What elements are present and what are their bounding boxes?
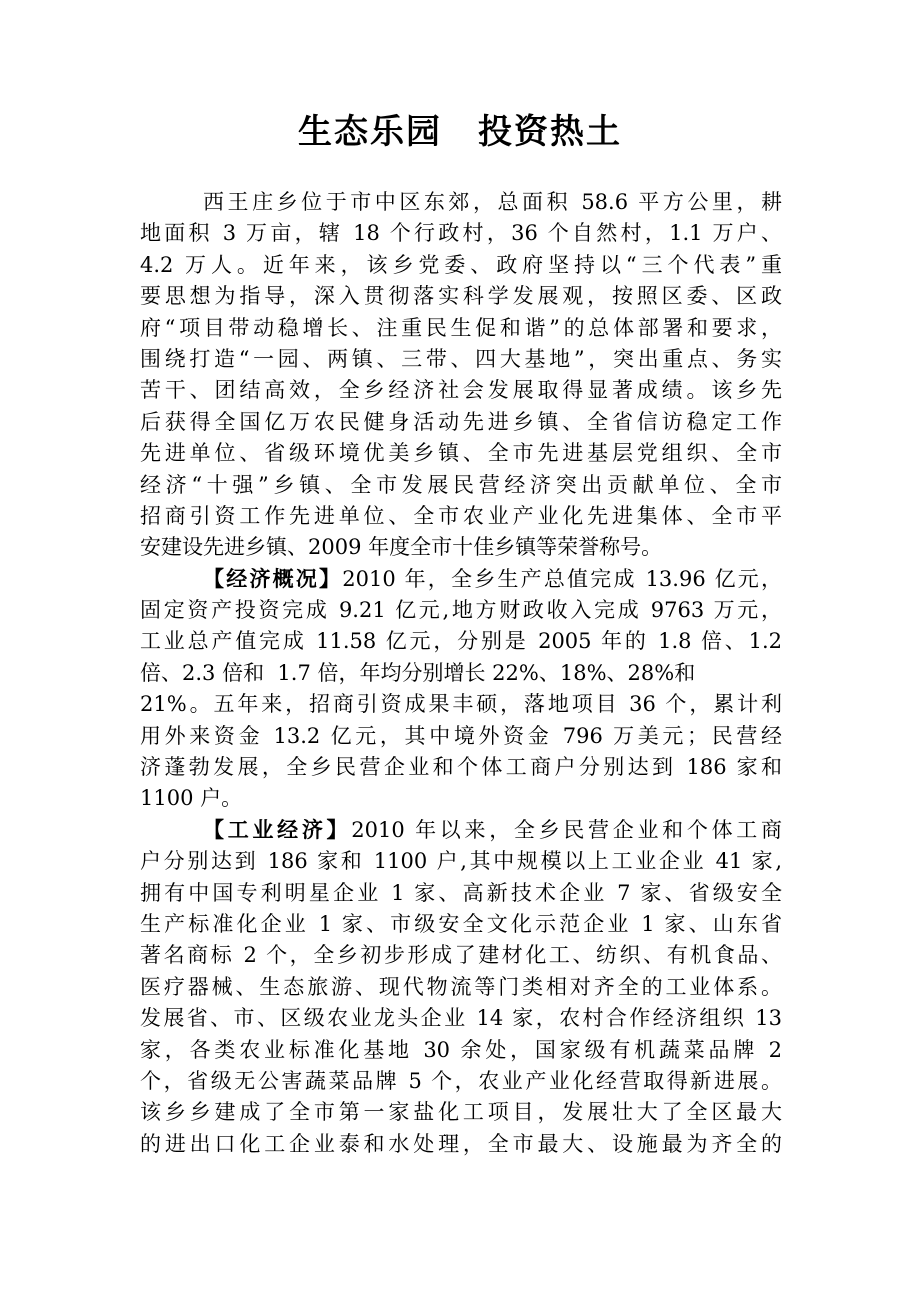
text-line: 用外来资金 13.2 亿元，其中境外资金 796 万美元；民营经 — [140, 723, 782, 748]
text-line — [140, 281, 782, 312]
text-line: 工业总产值完成 11.58 亿元，分别是 2005 年的 1.8 倍、1.2 — [140, 629, 782, 654]
page-title — [0, 110, 920, 154]
text-line: 济蓬勃发展，全乡民营企业和个体工商户分别达到 186 家和 — [140, 755, 782, 780]
text-line: 固定资产投资完成 9.21 亿元,地方财政收入完成 9763 万元， — [140, 598, 782, 623]
text-line: 倍、2.3 倍和 1.7 倍，年均分别增长 22%、18%、28%和 — [140, 660, 696, 685]
text-line: 拥有中国专利明星企业 1 家、高新技术企业 7 家、省级安全 — [140, 880, 782, 905]
paragraph-intro — [140, 187, 782, 564]
text-line: 个，省级无公害蔬菜品牌 5 个，农业产业化经营取得新进展。 — [140, 1068, 782, 1093]
text-line: 医疗器械、生态旅游、现代物流等门类相对齐全的工业体系。 — [140, 974, 782, 999]
section-heading: 【工业经济】 — [203, 817, 352, 842]
text-line: 发展省、市、区级农业龙头企业 14 家，农村合作经济组织 13 — [140, 1006, 782, 1031]
article-body — [140, 187, 782, 1160]
paragraph-industrial-economy — [140, 815, 782, 1160]
text-line: 先进单位、省级环境优美乡镇、全市先进基层党组织、全市 — [140, 441, 782, 466]
text-line: 著名商标 2 个，全乡初步形成了建材化工、纺织、有机食品、 — [140, 943, 782, 968]
title-part-2: 投资热土 — [478, 112, 622, 152]
text-line: 后获得全国亿万农民健身活动先进乡镇、全省信访稳定工作 — [140, 409, 782, 434]
text-line: 4.2 万人。近年来，该乡党委、政府坚持以“三个代表”重 — [140, 252, 782, 277]
paragraph-economy-overview — [140, 564, 782, 815]
text-line: 府“项目带动稳增长、注重民生促和谐”的总体部署和要求， — [140, 315, 782, 340]
text-line-content: 要思想为指导，深入贯彻落实科学发展观，按照区委、区政 — [140, 284, 782, 309]
text-line: 户分别达到 186 家和 1100 户,其中规模以上工业企业 41 家, — [140, 849, 782, 874]
text-line: 家，各类农业标准化基地 30 余处，国家级有机蔬菜品牌 2 — [140, 1037, 782, 1062]
text-line: 该乡乡建成了全市第一家盐化工项目，发展壮大了全区最大 — [140, 1100, 782, 1125]
text-line: 21%。五年来，招商引资成果丰硕，落地项目 36 个，累计利 — [140, 692, 782, 717]
text-line: 的进出口化工企业泰和水处理，全市最大、设施最为齐全的 — [140, 1131, 782, 1156]
text-line: 生产标准化企业 1 家、市级安全文化示范企业 1 家、山东省 — [140, 911, 782, 936]
text-line: 经济“十强”乡镇、全市发展民营经济突出贡献单位、全市 — [140, 472, 782, 497]
text-line — [140, 564, 782, 595]
text-line-content: 2010 年以来，全乡民营企业和个体工商 — [351, 817, 782, 842]
text-line: 1100 户。 — [140, 786, 243, 811]
section-heading: 【经济概况】 — [203, 566, 343, 591]
text-line: 西王庄乡位于市中区东郊，总面积 58.6 平方公里，耕 — [203, 190, 782, 214]
text-line-content: 2010 年，全乡生产总值完成 13.96 亿元， — [342, 566, 782, 591]
text-line: 围绕打造“一园、两镇、三带、四大基地”，突出重点、务实 — [140, 346, 782, 371]
text-line: 地面积 3 万亩，辖 18 个行政村，36 个自然村，1.1 万户、 — [140, 221, 782, 246]
text-line: 安建设先进乡镇、2009 年度全市十佳乡镇等荣誉称号。 — [140, 535, 663, 560]
title-part-1: 生态乐园 — [298, 112, 442, 152]
text-line: 苦干、团结高效，全乡经济社会发展取得显著成绩。该乡先 — [140, 378, 782, 403]
text-line — [140, 815, 782, 846]
text-line: 招商引资工作先进单位、全市农业产业化先进集体、全市平 — [140, 503, 782, 528]
